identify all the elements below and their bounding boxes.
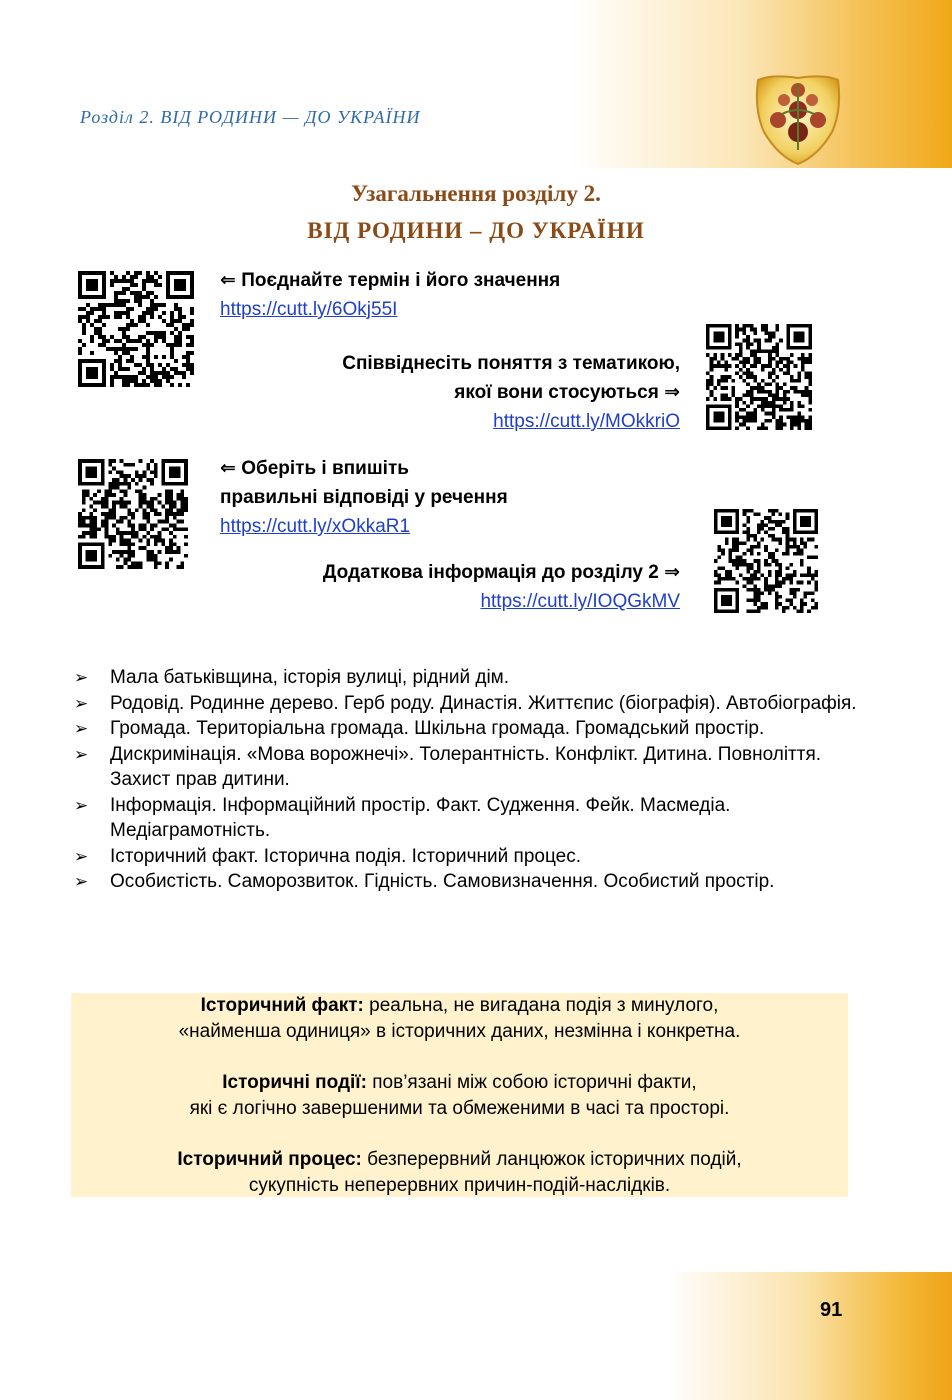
definition-line: які є логічно завершеними та обмеженими в часі та просторі. (189, 1098, 730, 1119)
list-item: ➢ Громада. Територіальна громада. Шкільна громада. Громадський простір. (74, 716, 874, 742)
task-3-text-line2: правильні відповіді у речення (220, 487, 508, 508)
definition-term: Історичні події: (222, 1072, 367, 1093)
definition-line: «найменша одиниця» в історичних даних, незмінна і конкретна. (178, 1021, 741, 1042)
key-terms-list (74, 665, 874, 895)
list-item: ➢ Родовід. Родинне дерево. Герб роду. Династія. Життєпис (біографія). Автобіографія. (74, 691, 874, 717)
task-2-link[interactable]: https://cutt.ly/MOkkriO (493, 411, 680, 432)
qr-code-task-1[interactable] (78, 271, 194, 387)
definition-line: Історичний процес: безперервний ланцюжок історичних подій, (177, 1149, 742, 1170)
list-item: ➢ Дискримінація. «Мова ворожнечі». Толерантність. Конфлікт. Дитина. Повноліття. Захист прав дитини. (74, 743, 822, 790)
summary-subtitle: ВІД РОДИНИ – ДО УКРАЇНИ (307, 218, 645, 243)
task-3-link[interactable]: https://cutt.ly/xOkkaR1 (220, 516, 411, 537)
arrowhead-bullet-icon: ➢ (74, 795, 89, 815)
arrowhead-bullet-icon: ➢ (74, 693, 89, 713)
task-2-text-line2: якої вони стосуються ⇒ (454, 382, 680, 403)
task-3-text-line1: ⇐ Оберіть і впишіть (220, 458, 409, 479)
arrowhead-bullet-icon: ➢ (74, 846, 89, 866)
arrowhead-bullet-icon: ➢ (74, 872, 89, 891)
task-1-link[interactable]: https://cutt.ly/6Okj55I (220, 299, 398, 320)
list-item: ➢ Історичний факт. Історична подія. Історичний процес. (74, 844, 874, 870)
definition-term: Історичний процес: (177, 1149, 362, 1170)
qr-code-task-3[interactable] (78, 459, 188, 569)
arrowhead-bullet-icon: ➢ (74, 668, 89, 687)
page-number: 91 (820, 1299, 843, 1321)
task-2-text-line1: Співвіднесіть поняття з тематикою, (342, 353, 680, 374)
definitions-box (71, 993, 848, 1197)
qr-code-task-2[interactable] (706, 324, 812, 430)
footer-band (0, 1272, 952, 1400)
section-label: Розділ 2. ВІД РОДИНИ — ДО УКРАЇНИ (80, 107, 421, 127)
summary-title: Узагальнення розділу 2. (351, 181, 601, 206)
list-item: ➢ Особистість. Саморозвиток. Гідність. Самовизначення. Особистий простір. (74, 869, 874, 895)
arrowhead-bullet-icon: ➢ (74, 744, 89, 764)
arrowhead-bullet-icon: ➢ (74, 719, 89, 738)
task-1-text: ⇐ Поєднайте термін і його значення (220, 270, 561, 291)
definition-line: сукупність неперервних причин-подій-наслідків. (248, 1175, 671, 1196)
list-item: ➢ Інформація. Інформаційний простір. Факт. Судження. Фейк. Масмедіа. Медіаграмотність. (74, 794, 731, 841)
task-4-text: Додаткова інформація до розділу 2 ⇒ (322, 562, 680, 583)
list-item: ➢ Мала батьківщина, історія вулиці, рідний дім. (74, 665, 874, 691)
definition-line: Історичний факт: реальна, не вигадана подія з минулого, (200, 995, 719, 1016)
definition-line: Історичні події: пов’язані між собою історичні факти, (222, 1072, 697, 1093)
task-4-link[interactable]: https://cutt.ly/IOQGkMV (480, 591, 680, 612)
definition-term: Історичний факт: (200, 995, 364, 1016)
qr-code-task-4[interactable] (714, 509, 818, 613)
ornamental-shield-icon (752, 70, 844, 166)
